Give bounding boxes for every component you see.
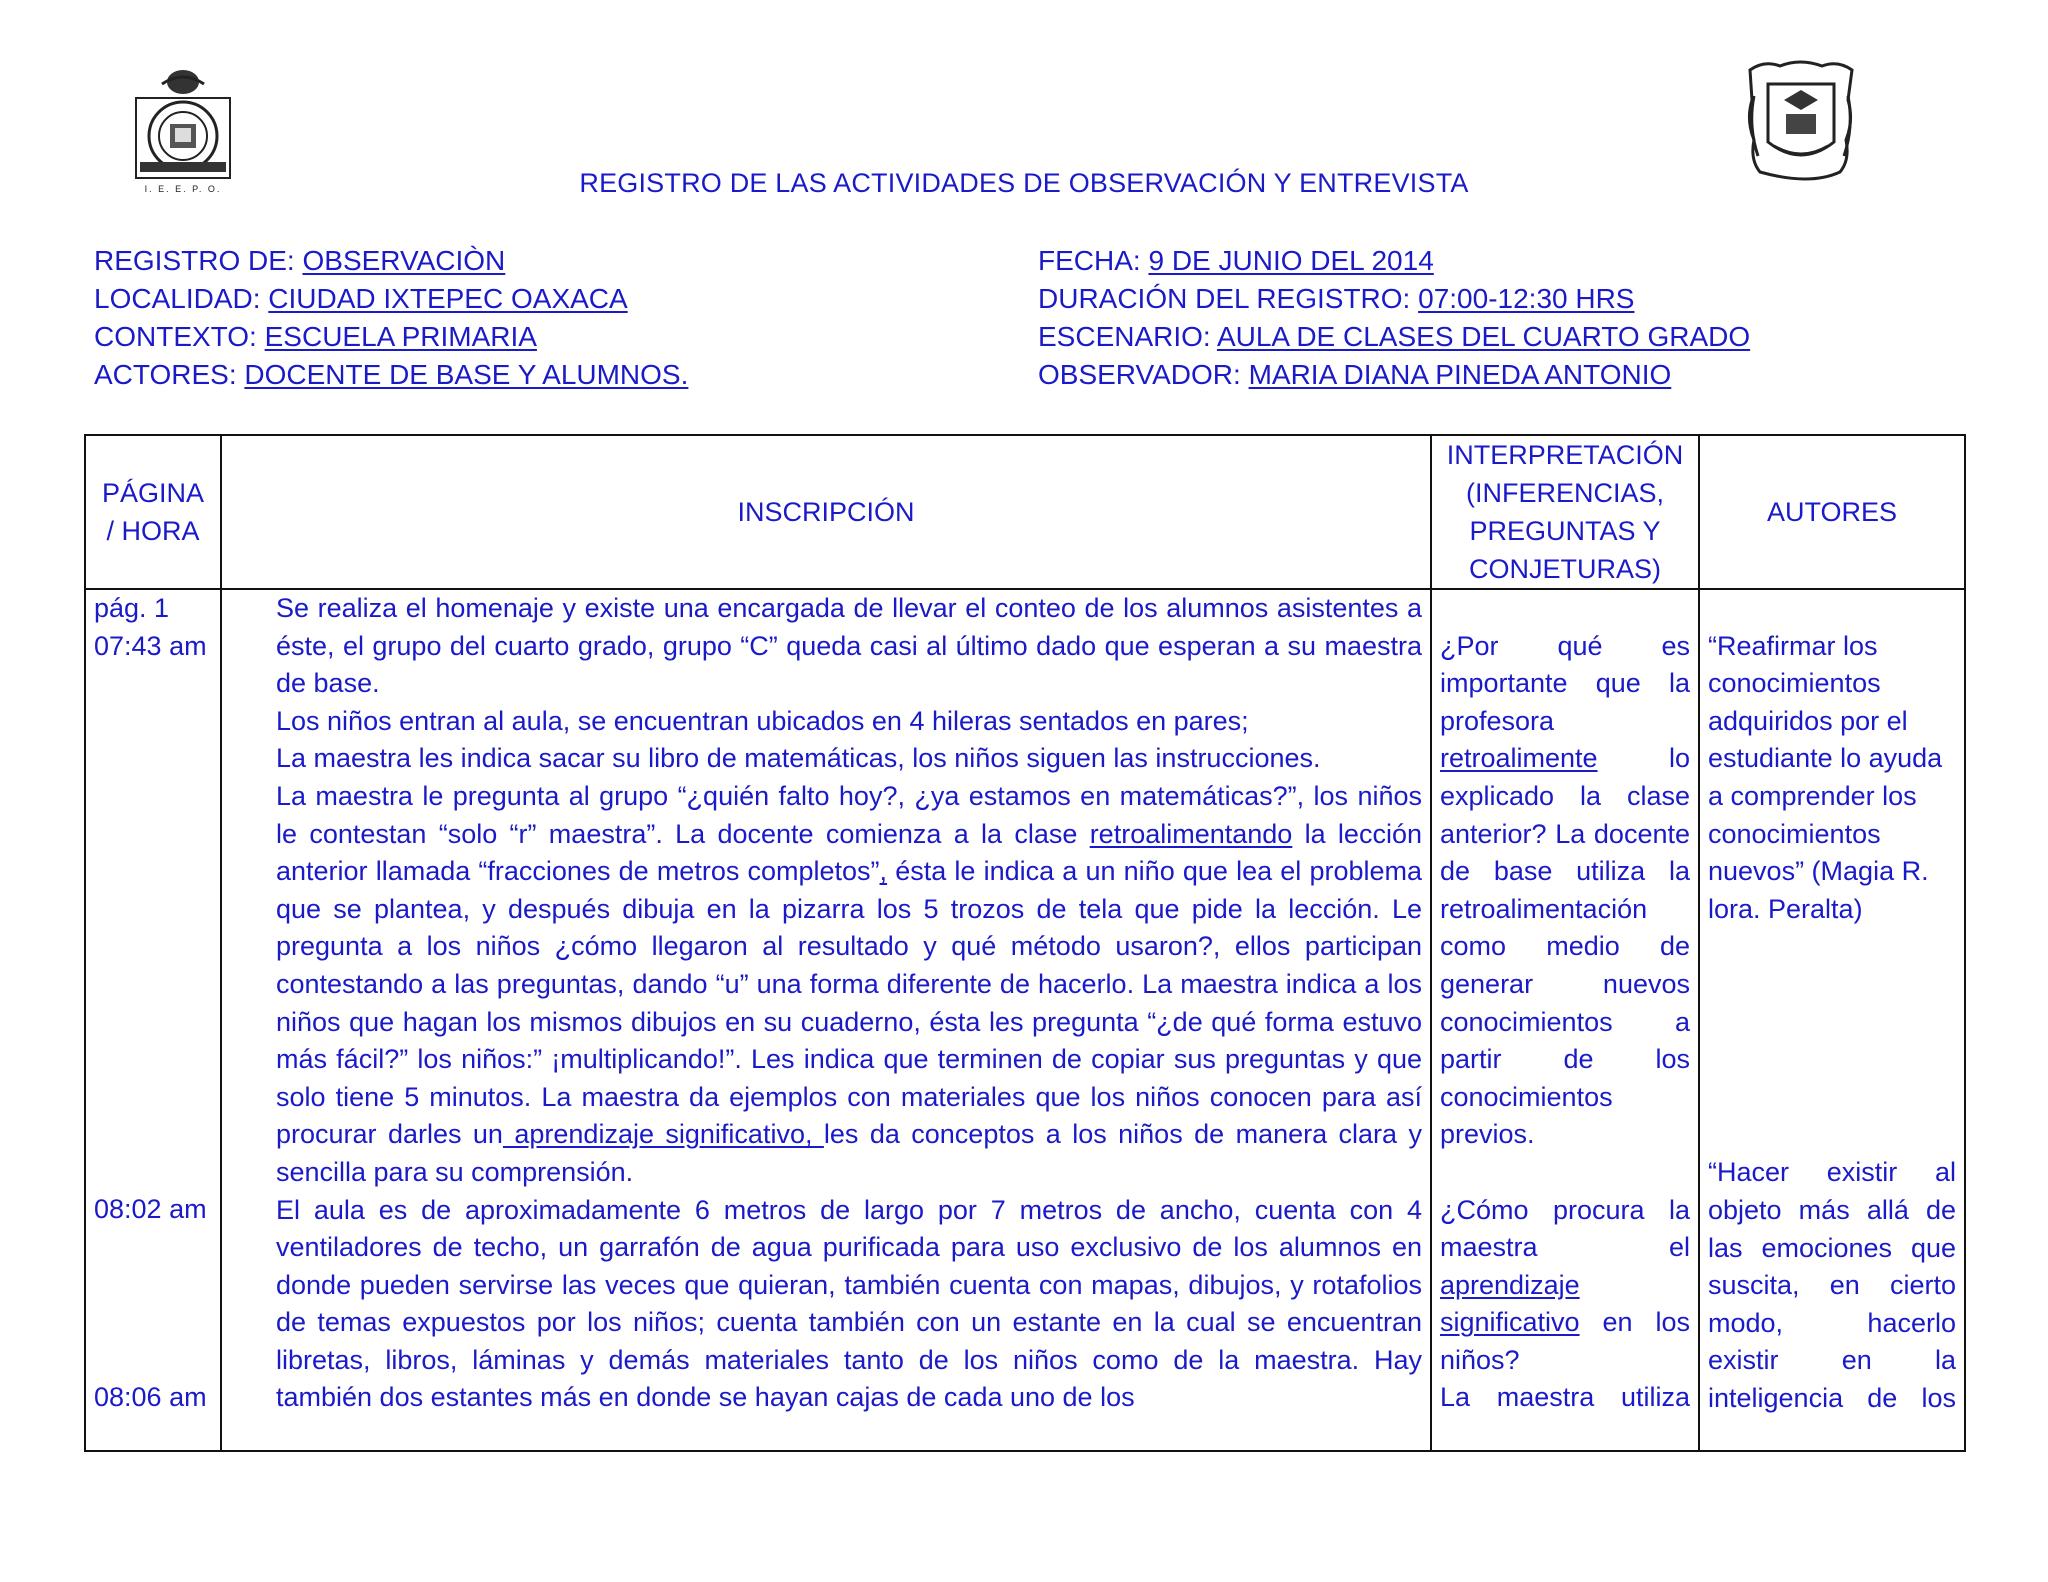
header-text: PÁGINA [101, 478, 205, 508]
text-run-underlined: , [879, 856, 888, 887]
text-run: ésta le indica a un niño que lea el problema que se plantea, y después dibuja en la pizarra los 5 trozos de tela que pide la lección. Le pregunta a los niños ¿cómo llegaron al resultado y qué método usaron?, ellos participan contestando a las preguntas, dando “u” una forma diferente de hacerlo. La maestra indica a los niños que hagan los mismos dibujos en su cuaderno, ésta les pregunta “¿de qué forma estuvo más fácil?” los niños:” ¡multiplicando!”. Les indica que terminen de copiar sus preguntas y que solo tiene 5 minutos. La maestra da ejemplos con materiales que los niños conocen para así procurar darles un [276, 856, 1423, 1150]
header-text: PREGUNTAS Y [1469, 516, 1661, 546]
registro-table [84, 434, 1966, 1452]
time-entry: 07:43 am [94, 630, 207, 661]
meta-label: LOCALIDAD: [94, 283, 261, 314]
text-run-underlined: aprendizaje significativo [1440, 1269, 1580, 1338]
header-text: (INFERENCIAS, [1465, 478, 1665, 508]
meta-label: REGISTRO DE: [94, 245, 295, 276]
meta-value: DOCENTE DE BASE Y ALUMNOS. [244, 359, 689, 390]
autores-quote: “Reafirmar los conocimientos adquiridos por el estudiante lo ayuda a comprender los conocimientos nuevos” (Magia R. lora. Peralta) [1708, 630, 1943, 924]
meta-value: AULA DE CLASES DEL CUARTO GRADO [1216, 321, 1751, 352]
header-interpretacion [1431, 435, 1699, 589]
meta-value: MARIA DIANA PINEDA ANTONIO [1248, 359, 1672, 390]
table-row [85, 589, 1965, 1451]
meta-value: OBSERVACIÒN [302, 245, 506, 276]
text-run: ¿Cómo procura la maestra el [1440, 1194, 1690, 1263]
text-run: en los niños? [1440, 1307, 1690, 1375]
time-entry: 08:06 am [94, 1381, 207, 1412]
meta-fecha [1038, 242, 1750, 280]
text-run-underlined: retroalimente [1440, 743, 1598, 774]
interpretacion-cell [1431, 589, 1699, 1451]
interpretacion-paragraph [1440, 628, 1690, 1154]
meta-label: CONTEXTO: [94, 321, 257, 352]
meta-duracion [1038, 280, 1750, 318]
meta-value: 9 DE JUNIO DEL 2014 [1148, 245, 1434, 276]
text-run-underlined: retroalimentando [1089, 818, 1293, 849]
meta-left [94, 242, 688, 394]
header-text: INTERPRETACIÓN [1446, 440, 1684, 470]
header-autores: AUTORES [1699, 435, 1965, 589]
header-text: / HORA [106, 516, 200, 546]
autores-cell [1699, 589, 1965, 1451]
inscripcion-paragraph: La maestra les indica sacar su libro de matemáticas, los niños siguen las instrucciones. [276, 743, 1321, 774]
text-run-underlined: aprendizaje significativo, [502, 1119, 824, 1150]
document-title: REGISTRO DE LAS ACTIVIDADES DE OBSERVACIÓN Y ENTREVISTA [579, 168, 1469, 198]
meta-label: ACTORES: [94, 359, 237, 390]
pagina-hora-cell [85, 589, 221, 1451]
autores-quote: “Hacer existir al objeto más allá de las emociones que suscita, en cierto modo, hacerlo existir en la inteligencia de los [1708, 1157, 1956, 1413]
oaxaca-coat-of-arms [1740, 56, 1862, 184]
inscripcion-paragraph: El aula es de aproximadamente 6 metros de largo por 7 metros de ancho, cuenta con 4 ventiladores de techo, un garrafón de agua purificada para uso exclusivo de los alumnos en donde pueden servirse las veces que quieran, también cuenta con mapas, dibujos, y rotafolios de temas expuestos por los niños; cuenta también con un estante en la cual se encuentran libretas, libros, láminas y demás materiales tanto de los niños como de la maestra. Hay también dos estantes más en donde se hayan cajas de cada uno de los [276, 1194, 1422, 1413]
inscripcion-paragraph: Los niños entran al aula, se encuentran ubicados en 4 hileras sentados en pares; [276, 705, 1249, 736]
meta-actores [94, 356, 688, 394]
time-entry: 08:02 am [94, 1194, 207, 1225]
inscripcion-paragraph [276, 778, 1422, 1192]
text-run: ¿Por qué es importante que la profesora [1440, 630, 1690, 736]
meta-registro [94, 242, 688, 280]
meta-label: OBSERVADOR: [1038, 359, 1241, 390]
meta-localidad [94, 280, 688, 318]
meta-value: ESCUELA PRIMARIA [264, 321, 537, 352]
inscripcion-paragraph: Se realiza el homenaje y existe una encargada de llevar el conteo de los alumnos asistentes a éste, el grupo del cuarto grado, grupo “C” queda casi al último dado que esperan a su maestra de base. [276, 593, 1422, 699]
meta-contexto [94, 318, 688, 356]
text-run: La maestra le pregunta al grupo “¿quién falto hoy?, ¿ya estamos en matemáticas?”, los niños le contestan “solo “r” maestra”. La docente comienza a la clase [276, 780, 1422, 849]
header-pagina-hora [85, 435, 221, 589]
interpretacion-paragraph: La maestra utiliza [1440, 1382, 1690, 1413]
meta-value: CIUDAD IXTEPEC OAXACA [268, 283, 628, 314]
page-number: pág. 1 [94, 593, 170, 623]
meta-label: DURACIÓN DEL REGISTRO: [1038, 283, 1411, 314]
interpretacion-paragraph [1440, 1192, 1690, 1380]
meta-escenario [1038, 318, 1750, 356]
header-inscripcion: INSCRIPCIÓN [221, 435, 1431, 589]
table-header-row [85, 435, 1965, 589]
text-run: la lección anterior llamada “fracciones de metros completos” [276, 818, 1422, 887]
coat-of-arms-icon [1740, 56, 1862, 184]
meta-label: FECHA: [1038, 245, 1141, 276]
meta-right [1038, 242, 1750, 394]
meta-value: 07:00-12:30 HRS [1418, 283, 1635, 314]
meta-label: ESCENARIO: [1038, 321, 1211, 352]
ieepo-logo-caption: I. E. E. P. O. [144, 184, 222, 194]
text-run: les da conceptos a los niños de manera clara y sencilla para su comprensión. [276, 1119, 1422, 1187]
meta-observador [1038, 356, 1750, 394]
inscripcion-cell [221, 589, 1431, 1451]
text-run: lo explicado la clase anterior? La docente de base utiliza la retroalimentación como medio de generar nuevos conocimientos a partir de los conocimientos previos. [1440, 743, 1690, 1150]
header-text: CONJETURAS) [1468, 554, 1661, 584]
